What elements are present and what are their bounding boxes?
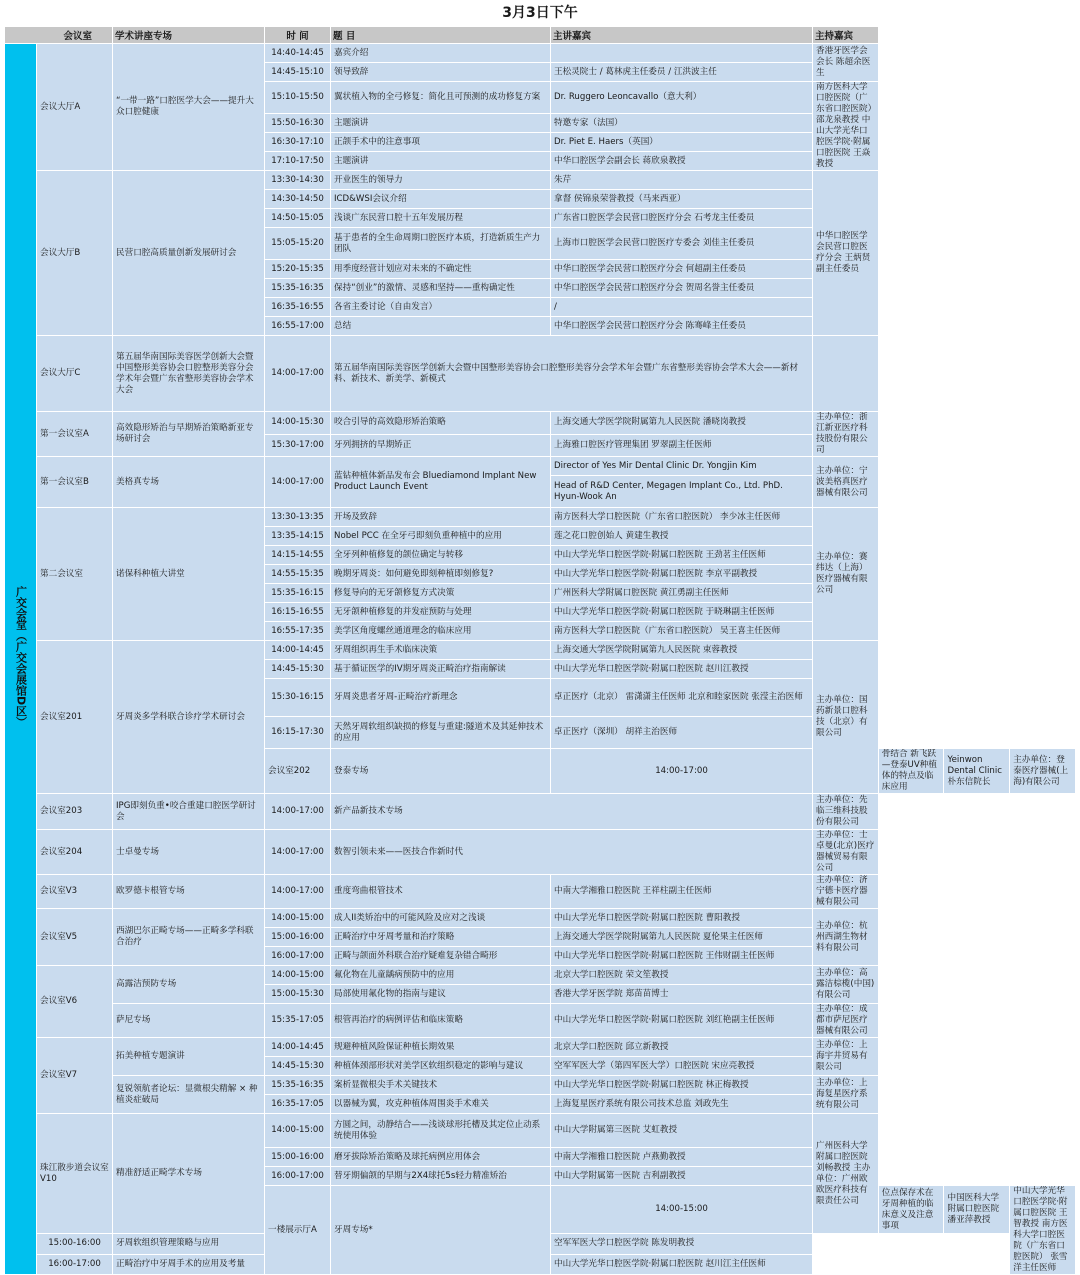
room-cell: 会议大厅A bbox=[37, 44, 113, 171]
time-cell: 14:00-17:00 bbox=[265, 830, 331, 875]
time-cell: 14:00-15:00 bbox=[551, 1186, 813, 1234]
time-cell: 16:15-16:55 bbox=[265, 603, 331, 622]
host-cell: 主办单位：高露洁棕榄(中国)有限公司 bbox=[813, 966, 879, 1004]
time-cell: 14:50-15:05 bbox=[265, 209, 331, 228]
schedule-table bbox=[4, 26, 1076, 1275]
header-time: 时 间 bbox=[265, 27, 331, 44]
time-cell: 14:00-14:45 bbox=[265, 641, 331, 660]
speaker-cell: Dr. Piet E. Haers（英国） bbox=[551, 133, 813, 152]
time-cell: 14:00-17:00 bbox=[265, 457, 331, 508]
room-cell: 会议室201 bbox=[37, 641, 113, 794]
subject-cell: 氟化物在儿童龋病预防中的应用 bbox=[331, 966, 551, 985]
topic-cell: 登泰专场 bbox=[331, 749, 551, 794]
time-cell: 14:45-15:10 bbox=[265, 63, 331, 82]
room-cell: 第一会议室B bbox=[37, 457, 113, 508]
host-cell: 主办单位：赛纬达（上海）医疗器械有限公司 bbox=[813, 508, 879, 641]
header-host: 主持嘉宾 bbox=[813, 27, 879, 44]
topic-cell: 高露洁预防专场 bbox=[113, 966, 265, 1004]
speaker-cell: Dr. Ruggero Leoncavallo（意大利） bbox=[551, 82, 813, 114]
subject-cell: 保持“创业”的激情、灵感和坚持——重构确定性 bbox=[331, 279, 551, 298]
header-room: 会议室 bbox=[5, 27, 113, 44]
subject-cell: 案析显微根尖手术关键技术 bbox=[331, 1076, 551, 1095]
speaker-cell: 空军军医大学口腔医学院 陈发明教授 bbox=[551, 1234, 813, 1254]
time-cell: 16:55-17:35 bbox=[265, 622, 331, 641]
speaker-cell: 中华口腔医学会民营口腔医疗分会 贺周名誉主任委员 bbox=[551, 279, 813, 298]
speaker-cell: 中山大学光华口腔医学院·附属口腔医院 曹阳教授 bbox=[551, 909, 813, 928]
time-cell: 14:00-15:30 bbox=[265, 412, 331, 435]
speaker-cell: 上海市口腔医学会民营口腔医疗专委会 刘佳主任委员 bbox=[551, 228, 813, 260]
time-cell: 14:00-17:00 bbox=[265, 875, 331, 909]
time-cell: 15:35-16:35 bbox=[265, 1076, 331, 1095]
subject-cell: 用季度经营计划应对未来的不确定性 bbox=[331, 260, 551, 279]
subject-cell: 正畸治疗中牙周手术的应用及考量 bbox=[113, 1254, 265, 1274]
host-cell: 南方医科大学口腔医院（广东省口腔医院）邵龙泉教授 中山大学光华口腔医学院·附属口腔医院 王焱教授 bbox=[813, 82, 879, 171]
speaker-cell: 卓正医疗（深圳） 胡祥主治医师 bbox=[551, 717, 813, 749]
time-cell: 15:00-16:00 bbox=[265, 928, 331, 947]
speaker-cell: 中华口腔医学会民营口腔医疗分会 何超副主任委员 bbox=[551, 260, 813, 279]
subject-cell: 天然牙周软组织缺损的修复与重建:隧道术及其延伸技术的应用 bbox=[331, 717, 551, 749]
speaker-cell: 中山大学光华口腔医学院·附属口腔医院 李京平副教授 bbox=[551, 565, 813, 584]
time-cell: 14:00-15:00 bbox=[265, 909, 331, 928]
table-row bbox=[5, 909, 1076, 928]
time-cell: 15:35-16:35 bbox=[265, 279, 331, 298]
speaker-cell: 王松灵院士 / 葛林虎主任委员 / 江洪波主任 bbox=[551, 63, 813, 82]
speaker-cell: 上海交通大学医学院附属第九人民医院 束蓉教授 bbox=[551, 641, 813, 660]
table-row bbox=[5, 508, 1076, 527]
subject-cell: 浅谈广东民营口腔十五年发展历程 bbox=[331, 209, 551, 228]
subject-cell: 新产品新技术专场 bbox=[331, 794, 813, 830]
subject-cell: 位点保存术在牙周种植的临床意义及注意事项 bbox=[878, 1186, 944, 1234]
speaker-cell: 上海雅口腔医疗管理集团 罗翠副主任医师 bbox=[551, 434, 813, 457]
table-row bbox=[5, 457, 1076, 476]
subject-cell: 磨牙拔除矫治策略及球托病例应用体会 bbox=[331, 1148, 551, 1167]
time-cell: 15:30-17:00 bbox=[265, 434, 331, 457]
room-cell: 会议室204 bbox=[37, 830, 113, 875]
time-cell: 16:55-17:00 bbox=[265, 317, 331, 336]
time-cell: 14:00-15:00 bbox=[265, 966, 331, 985]
topic-cell: 美格真专场 bbox=[113, 457, 265, 508]
table-row bbox=[5, 44, 1076, 63]
speaker-cell: 上海交通大学医学院附属第九人民医院 潘晓岗教授 bbox=[551, 412, 813, 435]
room-cell: 珠江散步道会议室V10 bbox=[37, 1114, 113, 1234]
time-cell: 14:00-17:00 bbox=[265, 794, 331, 830]
subject-cell: 咬合引导的高效隐形矫治策略 bbox=[331, 412, 551, 435]
speaker-cell: 中山大学光华口腔医学院·附属口腔医院 刘红艳副主任医师 bbox=[551, 1004, 813, 1038]
speaker-cell: / bbox=[551, 298, 813, 317]
topic-cell: 牙周炎多学科联合诊疗学术研讨会 bbox=[113, 641, 265, 794]
time-cell: 14:55-15:35 bbox=[265, 565, 331, 584]
host-cell: 中山大学光华口腔医学院·附属口腔医院 王智教授 南方医科大学口腔医院（广东省口腔医院） 张雪洋主任医师 bbox=[1010, 1186, 1076, 1275]
subject-cell: 开业医生的领导力 bbox=[331, 171, 551, 190]
speaker-cell: Yeinwon Dental Clinic 朴东信院长 bbox=[944, 749, 1010, 794]
time-cell: 15:35-17:05 bbox=[265, 1004, 331, 1038]
speaker-cell: 朱芹 bbox=[551, 171, 813, 190]
subject-cell: 美学区角度螺丝通道理念的临床应用 bbox=[331, 622, 551, 641]
room-cell: 会议室203 bbox=[37, 794, 113, 830]
time-cell: 14:00-15:00 bbox=[265, 1114, 331, 1148]
time-cell: 16:35-17:05 bbox=[265, 1095, 331, 1114]
time-cell: 13:30-13:35 bbox=[265, 508, 331, 527]
topic-cell: 诺保科种植大讲堂 bbox=[113, 508, 265, 641]
subject-cell: 无牙颌种植修复的并发症预防与处理 bbox=[331, 603, 551, 622]
subject-cell: 牙周组织再生手术临床决策 bbox=[331, 641, 551, 660]
header-subject: 题 目 bbox=[331, 27, 551, 44]
speaker-cell: Head of R&D Center, Megagen Implant Co., Ltd. PhD. Hyun-Wook An bbox=[551, 476, 813, 508]
table-row bbox=[5, 336, 1076, 412]
host-cell: 主办单位：杭州西湖生物材料有限公司 bbox=[813, 909, 879, 966]
subject-cell: 骨结合 新飞跃—登泰UV种植体的特点及临床应用 bbox=[878, 749, 944, 794]
subject-cell: 晚期牙周炎：如何避免即刻种植即刻修复? bbox=[331, 565, 551, 584]
subject-cell: 数智引领未来——医技合作新时代 bbox=[331, 830, 813, 875]
speaker-cell: 特邀专家（法国） bbox=[551, 114, 813, 133]
table-row bbox=[5, 1004, 1076, 1038]
room-cell: 会议室V6 bbox=[37, 966, 113, 1038]
room-cell: 会议室V3 bbox=[37, 875, 113, 909]
time-cell: 16:30-17:10 bbox=[265, 133, 331, 152]
subject-cell: 开场及致辞 bbox=[331, 508, 551, 527]
time-cell: 15:00-16:00 bbox=[265, 1148, 331, 1167]
host-cell: 主办单位：济宁德卡医疗器械有限公司 bbox=[813, 875, 879, 909]
speaker-cell: 中山大学光华口腔医学院·附属口腔医院 赵川江主任医师 bbox=[551, 1254, 813, 1274]
topic-cell: 第五届华南国际美容医学创新大会暨中国整形美容协会口腔整形美容分会学术年会暨广东省整形美容协会学术大会 bbox=[113, 336, 265, 412]
table-row bbox=[5, 1114, 1076, 1148]
time-cell: 16:00-17:00 bbox=[265, 1167, 331, 1186]
time-cell: 14:45-15:30 bbox=[265, 1057, 331, 1076]
topic-cell: 民营口腔高质量创新发展研讨会 bbox=[113, 171, 265, 336]
table-row bbox=[5, 830, 1076, 875]
host-cell: 中华口腔医学会民营口腔医疗分会 王炳贤副主任委员 bbox=[813, 171, 879, 336]
table-row bbox=[5, 1076, 1076, 1095]
time-cell: 13:30-14:30 bbox=[265, 171, 331, 190]
schedule-body bbox=[5, 44, 1076, 1275]
subject-cell: 牙周炎患者牙周-正畸治疗新理念 bbox=[331, 679, 551, 717]
topic-cell: 精准舒适正畸学术专场 bbox=[113, 1114, 265, 1234]
speaker-cell: 中华口腔医学会副会长 蒋欣泉教授 bbox=[551, 152, 813, 171]
topic-cell: 士卓曼专场 bbox=[113, 830, 265, 875]
host-cell: 主办单位：浙江新亚医疗科技股份有限公司 bbox=[813, 412, 879, 457]
room-cell: 会议室V5 bbox=[37, 909, 113, 966]
subject-cell: 正畸治疗中牙周考量和治疗策略 bbox=[331, 928, 551, 947]
subject-cell: 方圆之间，动静结合——浅谈球形托槽及其定位止动系统使用体验 bbox=[331, 1114, 551, 1148]
time-cell: 14:30-14:50 bbox=[265, 190, 331, 209]
table-row bbox=[5, 875, 1076, 909]
host-cell: 主办单位：宁波美格真医疗器械有限公司 bbox=[813, 457, 879, 508]
venue-label bbox=[5, 44, 37, 1275]
host-cell: 主办单位：先临三维科技股份有限公司 bbox=[813, 794, 879, 830]
topic-cell: IPG即刻负重•咬合重建口腔医学研讨会 bbox=[113, 794, 265, 830]
header-topic: 学术讲座专场 bbox=[113, 27, 265, 44]
time-cell: 15:10-15:50 bbox=[265, 82, 331, 114]
topic-cell: 牙周专场* bbox=[331, 1186, 551, 1275]
time-cell: 15:00-16:00 bbox=[37, 1234, 113, 1254]
topic-cell: 萨尼专场 bbox=[113, 1004, 265, 1038]
room-cell: 会议室V7 bbox=[37, 1038, 113, 1114]
speaker-cell: 空军军医大学（第四军医大学）口腔医院 宋应亮教授 bbox=[551, 1057, 813, 1076]
speaker-cell: 中国医科大学附属口腔医院 潘亚萍教授 bbox=[944, 1186, 1010, 1234]
speaker-cell: 香港大学牙医学院 郑苗苗博士 bbox=[551, 985, 813, 1004]
time-cell: 16:15-17:30 bbox=[265, 717, 331, 749]
subject-cell: 规避种植风险保证种植长期效果 bbox=[331, 1038, 551, 1057]
speaker-cell: 中山大学光华口腔医学院·附属口腔医院 赵川江教授 bbox=[551, 660, 813, 679]
time-cell: 15:00-15:30 bbox=[265, 985, 331, 1004]
speaker-cell: 南方医科大学口腔医院（广东省口腔医院） 吴王喜主任医师 bbox=[551, 622, 813, 641]
speaker-cell: 北京大学口腔医院 邱立新教授 bbox=[551, 1038, 813, 1057]
topic-cell: 西湖巴尔正畸专场——正畸多学科联合治疗 bbox=[113, 909, 265, 966]
speaker-cell: 北京大学口腔医院 荣文笙教授 bbox=[551, 966, 813, 985]
subject-cell: Nobel PCC 在全牙弓即刻负重种植中的应用 bbox=[331, 527, 551, 546]
time-cell: 14:00-17:00 bbox=[551, 749, 813, 794]
host-cell: 主办单位：上海宇井贸易有限公司 bbox=[813, 1038, 879, 1076]
speaker-cell: 卓正医疗（北京） 雷潇潇主任医师 北京和睦家医院 张滢主治医师 bbox=[551, 679, 813, 717]
table-row bbox=[5, 641, 1076, 660]
room-cell: 会议大厅B bbox=[37, 171, 113, 336]
header-speaker: 主讲嘉宾 bbox=[551, 27, 813, 44]
time-cell: 13:35-14:15 bbox=[265, 527, 331, 546]
subject-cell: 替牙期偏颌的早期与2X4球托5s轻力精准矫治 bbox=[331, 1167, 551, 1186]
subject-cell: 牙列拥挤的早期矫正 bbox=[331, 434, 551, 457]
speaker-cell: 上海复星医疗系统有限公司技术总监 刘政先生 bbox=[551, 1095, 813, 1114]
host-cell bbox=[813, 336, 879, 412]
topic-cell: 复锐领航者论坛：显微根尖精解 × 种植炎症破局 bbox=[113, 1076, 265, 1114]
host-cell: 主办单位：登泰医疗器械(上海)有限公司 bbox=[1010, 749, 1076, 794]
speaker-cell: 中华口腔医学会民营口腔医疗分会 陈骞峰主任委员 bbox=[551, 317, 813, 336]
subject-cell: 基于循证医学的IV期牙周炎正畸治疗指南解读 bbox=[331, 660, 551, 679]
table-row bbox=[5, 171, 1076, 190]
speaker-cell: 中南大学湘雅口腔医院 卢燕勤教授 bbox=[551, 1148, 813, 1167]
topic-cell: 拓美种植专题演讲 bbox=[113, 1038, 265, 1076]
table-row bbox=[5, 1038, 1076, 1057]
subject-cell: 总结 bbox=[331, 317, 551, 336]
subject-cell: 第五届华南国际美容医学创新大会暨中国整形美容协会口腔整形美容分会学术年会暨广东省整形美容协会学术大会——新材料、新技术、新美学、新模式 bbox=[331, 336, 813, 412]
header-row bbox=[5, 27, 1076, 44]
page-title: 3月3日下午 bbox=[502, 5, 578, 21]
subject-cell: 主题演讲 bbox=[331, 114, 551, 133]
subject-cell: 各省主委讨论（自由发言） bbox=[331, 298, 551, 317]
speaker-cell: 广州医科大学附属口腔医院 黄江勇副主任医师 bbox=[551, 584, 813, 603]
subject-cell: 重度弯曲根管技术 bbox=[331, 875, 551, 909]
speaker-cell: 上海交通大学医学院附属第九人民医院 夏伦果主任医师 bbox=[551, 928, 813, 947]
speaker-cell: 拿督 侯锦泉荣誉教授（马来西亚） bbox=[551, 190, 813, 209]
subject-cell: 修复导向的无牙颌修复方式决策 bbox=[331, 584, 551, 603]
time-cell: 16:00-17:00 bbox=[265, 947, 331, 966]
subject-cell: 种植体颈部形状对美学区软组织稳定的影响与建议 bbox=[331, 1057, 551, 1076]
subject-cell: 牙周软组织管理策略与应用 bbox=[113, 1234, 265, 1254]
topic-cell: 高效隐形矫治与早期矫治策略新亚专场研讨会 bbox=[113, 412, 265, 457]
time-cell: 14:45-15:30 bbox=[265, 660, 331, 679]
subject-cell: 正畸与颌面外科联合治疗疑难复杂错合畸形 bbox=[331, 947, 551, 966]
table-row bbox=[5, 966, 1076, 985]
speaker-cell: 中山大学光华口腔医学院·附属口腔医院 王伟财副主任医师 bbox=[551, 947, 813, 966]
speaker-cell: Director of Yes Mir Dental Clinic Dr. Yongjin Kim bbox=[551, 457, 813, 476]
subject-cell: 全牙列种植修复的颌位确定与转移 bbox=[331, 546, 551, 565]
time-cell: 15:50-16:30 bbox=[265, 114, 331, 133]
time-cell: 14:15-14:55 bbox=[265, 546, 331, 565]
subject-cell: 蓝钻种植体新品发布会 Bluediamond Implant New Product Launch Event bbox=[331, 457, 551, 508]
speaker-cell: 中山大学附属第一医院 吉利副教授 bbox=[551, 1167, 813, 1186]
host-cell: 主办单位：国药新景口腔科技（北京）有限公司 bbox=[813, 641, 879, 794]
speaker-cell: 中山大学光华口腔医学院·附属口腔医院 于晓琳副主任医师 bbox=[551, 603, 813, 622]
host-cell: 广州医科大学附属口腔医院 刘畅教授 主办单位：广州欧欧医疗科技有限责任公司 bbox=[813, 1114, 879, 1234]
topic-cell: 欧罗德卡根管专场 bbox=[113, 875, 265, 909]
time-cell: 15:35-16:15 bbox=[265, 584, 331, 603]
topic-cell: “一带一路”口腔医学大会——提升大众口腔健康 bbox=[113, 44, 265, 171]
subject-cell: 根管再治疗的病例评估和临床策略 bbox=[331, 1004, 551, 1038]
subject-cell: 主题演讲 bbox=[331, 152, 551, 171]
time-cell: 14:40-14:45 bbox=[265, 44, 331, 63]
subject-cell: 嘉宾介绍 bbox=[331, 44, 551, 63]
subject-cell: 基于患者的全生命周期口腔医疗本质，打造新质生产力团队 bbox=[331, 228, 551, 260]
host-cell: 香港牙医学会会长 陈超余医生 bbox=[813, 44, 879, 82]
subject-cell: 翼状植入物的全弓修复：简化且可预测的成功修复方案 bbox=[331, 82, 551, 114]
time-cell: 15:30-16:15 bbox=[265, 679, 331, 717]
speaker-cell: 中南大学湘雅口腔医院 王祥柱副主任医师 bbox=[551, 875, 813, 909]
venue-label-text: 广交会堂（广交会展馆D区） bbox=[14, 586, 28, 728]
subject-cell: 正颌手术中的注意事项 bbox=[331, 133, 551, 152]
subject-cell: 以器械为翼，攻克种植体周围炎手术难关 bbox=[331, 1095, 551, 1114]
room-cell: 第二会议室 bbox=[37, 508, 113, 641]
time-cell: 16:00-17:00 bbox=[37, 1254, 113, 1274]
host-cell: 主办单位：士卓曼(北京)医疗器械贸易有限公司 bbox=[813, 830, 879, 875]
host-cell: 主办单位：成都市萨尼医疗器械有限公司 bbox=[813, 1004, 879, 1038]
speaker-cell: 莲之花口腔创始人 黄建生教授 bbox=[551, 527, 813, 546]
speaker-cell: 中山大学附属第三医院 艾虹教授 bbox=[551, 1114, 813, 1148]
speaker-cell: 中山大学光华口腔医学院·附属口腔医院 王劲茗主任医师 bbox=[551, 546, 813, 565]
speaker-cell bbox=[551, 44, 813, 63]
room-cell: 一楼展示厅A bbox=[265, 1186, 331, 1275]
subject-cell: ICD&WSI会议介绍 bbox=[331, 190, 551, 209]
table-row bbox=[5, 412, 1076, 435]
time-cell: 15:05-15:20 bbox=[265, 228, 331, 260]
room-cell: 会议室202 bbox=[265, 749, 331, 794]
subject-cell: 局部使用氟化物的指南与建议 bbox=[331, 985, 551, 1004]
speaker-cell: 广东省口腔医学会民营口腔医疗分会 石考龙主任委员 bbox=[551, 209, 813, 228]
room-cell: 会议大厅C bbox=[37, 336, 113, 412]
time-cell: 15:20-15:35 bbox=[265, 260, 331, 279]
speaker-cell: 中山大学光华口腔医学院·附属口腔医院 林正梅教授 bbox=[551, 1076, 813, 1095]
time-cell: 17:10-17:50 bbox=[265, 152, 331, 171]
room-cell: 第一会议室A bbox=[37, 412, 113, 457]
time-cell: 14:00-14:45 bbox=[265, 1038, 331, 1057]
speaker-cell: 南方医科大学口腔医院（广东省口腔医院） 李少冰主任医师 bbox=[551, 508, 813, 527]
subject-cell: 成人II类矫治中的可能风险及应对之浅谈 bbox=[331, 909, 551, 928]
table-row bbox=[5, 794, 1076, 830]
subject-cell: 领导致辞 bbox=[331, 63, 551, 82]
host-cell: 主办单位：上海复星医疗系统有限公司 bbox=[813, 1076, 879, 1114]
time-cell: 14:00-17:00 bbox=[265, 336, 331, 412]
time-cell: 16:35-16:55 bbox=[265, 298, 331, 317]
